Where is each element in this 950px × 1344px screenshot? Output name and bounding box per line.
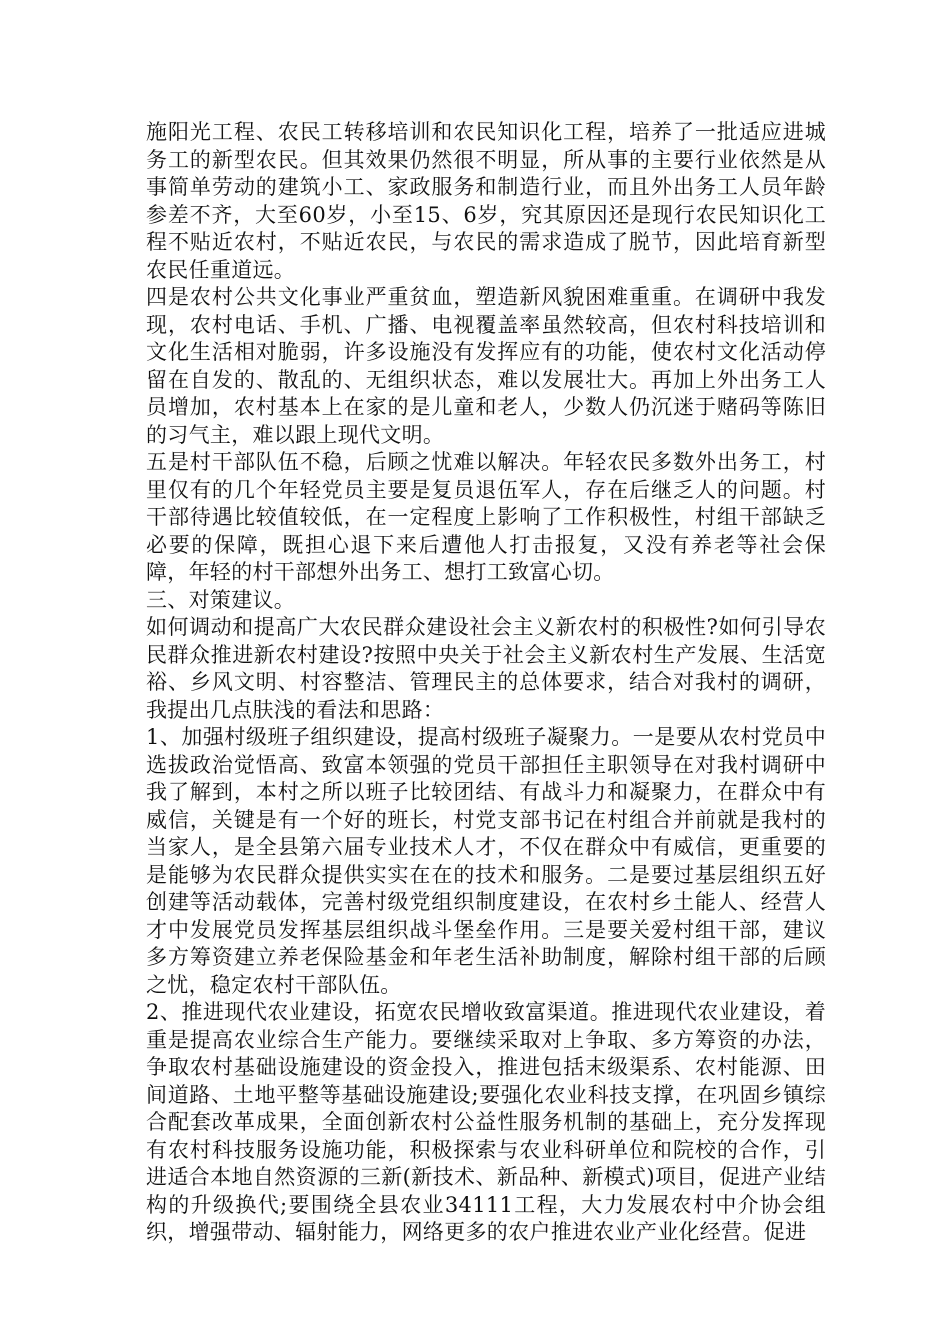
paragraph-2: 四是农村公共文化事业严重贫血，塑造新风貌困难重重。在调研中我发现，农村电话、手机、广播、电视覆盖率虽然较高，但农村科技培训和文化生活相对脆弱，许多设施没有发挥应有的功能，使农村文化活动停留在自发的、散乱的、无组织状态，难以发展壮大。再加上外出务工人员增加，农村基本上在家的是儿童和老人，少数人仍沉迷于赌码等陈旧的习气主，难以跟上现代文明。 — [146, 285, 826, 447]
section-heading: 三、对策建议。 — [146, 587, 296, 612]
paragraph-5: 1、加强村级班子组织建设，提高村级班子凝聚力。一是要从农村党员中选拔政治觉悟高、致富本领强的党员干部担任主职领导在对我村调研中我了解到，本村之所以班子比较团结、有战斗力和凝聚力，在群众中有威信，关键是有一个好的班长，村党支部书记在村组合并前就是我村的当家人，是全县第六届专业技术人才，不仅在群众中有威信，更重要的是能够为农民群众提供实实在在的技术和服务。二是要过基层组织五好创建等活动载体，完善村级党组织制度建设，在农村乡土能人、经营人才中发展党员发挥基层组织战斗堡垒作用。三是要关爱村组干部，建议多方筹资建立养老保险基金和年老生活补助制度，解除村组干部的后顾之忧，稳定农村干部队伍。 — [146, 725, 826, 997]
document-page — [146, 119, 826, 1247]
paragraph-1: 施阳光工程、农民工转移培训和农民知识化工程，培养了一批适应进城务工的新型农民。但其效果仍然很不明显，所从事的主要行业依然是从事简单劳动的建筑小工、家政服务和制造行业，而且外出务工人员年龄参差不齐，大至60岁，小至15、6岁，究其原因还是现行农民知识化工程不贴近农村，不贴近农民，与农民的需求造成了脱节，因此培育新型农民任重道远。 — [146, 120, 826, 282]
paragraph-4: 如何调动和提高广大农民群众建设社会主义新农村的积极性?如何引导农民群众推进新农村建设?按照中央关于社会主义新农村生产发展、生活宽裕、乡风文明、村容整洁、管理民主的总体要求，结合对我村的调研，我提出几点肤浅的看法和思路： — [146, 615, 826, 722]
paragraph-6: 2、推进现代农业建设，拓宽农民增收致富渠道。推进现代农业建设，着重是提高农业综合生产能力。要继续采取对上争取、多方筹资的办法，争取农村基础设施建设的资金投入，推进包括末级渠系、农村能源、田间道路、土地平整等基础设施建设;要强化农业科技支撑，在巩固乡镇综合配套改革成果，全面创新农村公益性服务机制的基础上，充分发挥现有农村科技服务设施功能，积极探索与农业科研单位和院校的合作，引进适合本地自然资源的三新(新技术、新品种、新模式)项目，促进产业结构的升级换代;要围绕全县农业34111工程，大力发展农村中介协会组织，增强带动、辐射能力，网络更多的农户推进农业产业化经营。促进 — [146, 1000, 826, 1244]
paragraph-3: 五是村干部队伍不稳，后顾之忧难以解决。年轻农民多数外出务工，村里仅有的几个年轻党员主要是复员退伍军人，存在后继乏人的问题。村干部待遇比较值较低，在一定程度上影响了工作积极性，村组干部缺乏必要的保障，既担心退下来后遭他人打击报复，又没有养老等社会保障，年轻的村干部想外出务工、想打工致富心切。 — [146, 450, 826, 584]
